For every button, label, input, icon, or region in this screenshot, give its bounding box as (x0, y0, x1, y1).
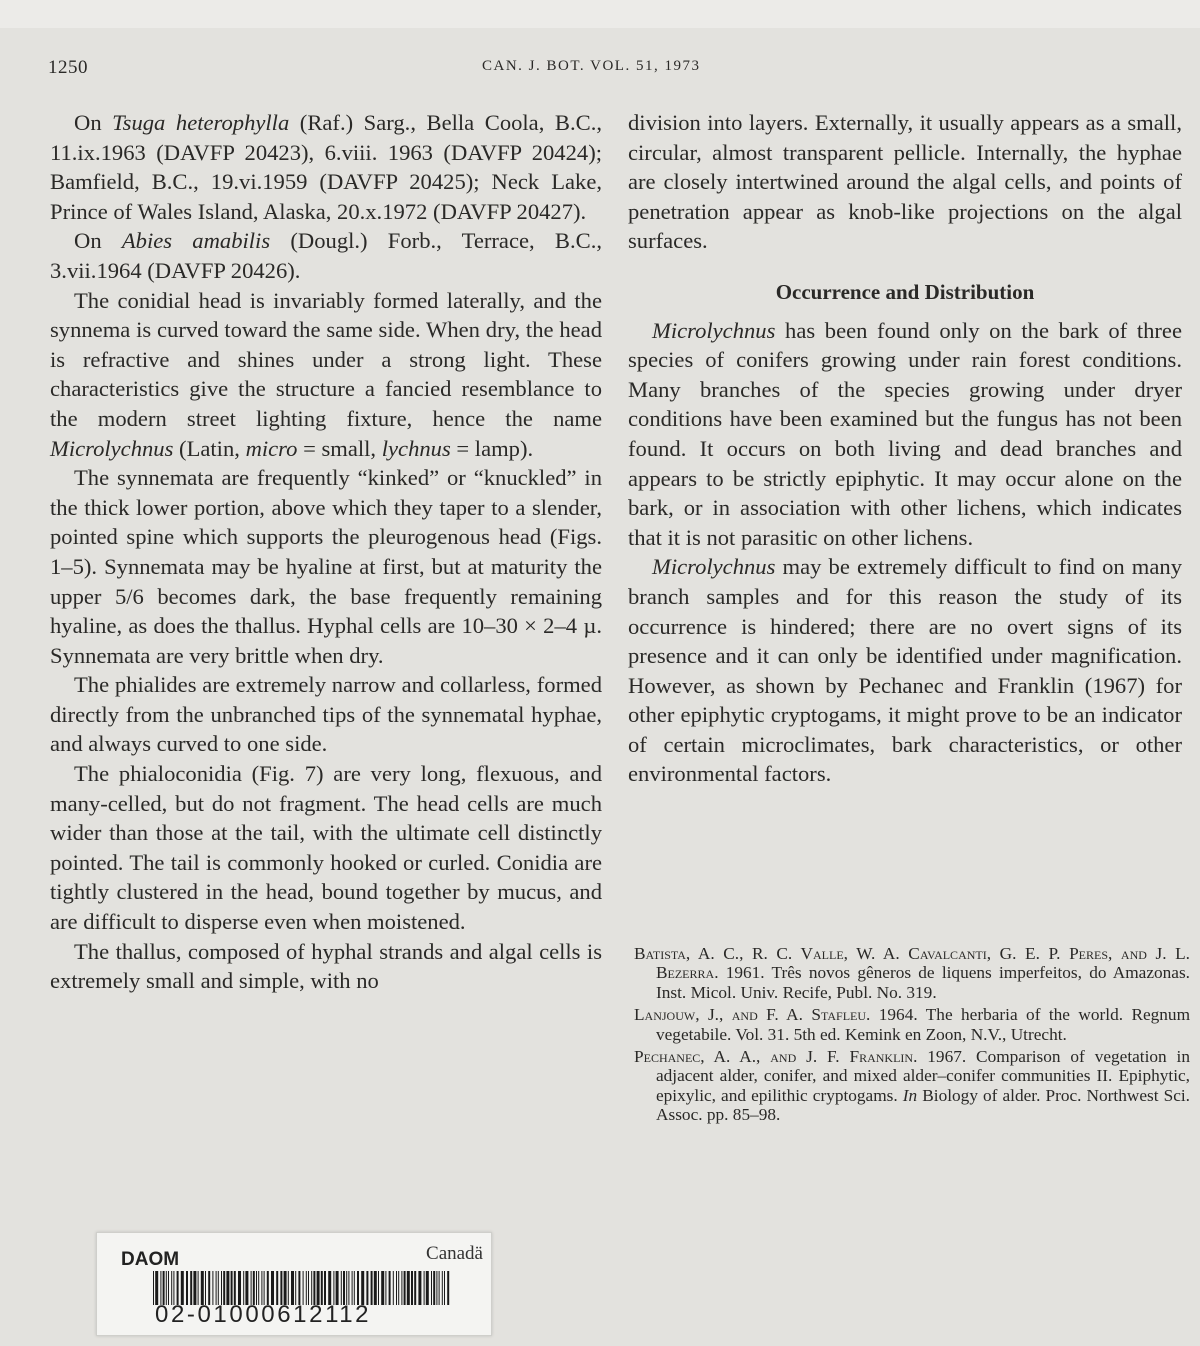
paragraph-distribution: Microlychnus may be extremely difficult to find on many branch samples and for this reason the study of its occurrence is hindered; there are no overt signs of its presence and it can only be identified under magnification. However, as shown by Pechanec and Franklin (1967) for other epiphytic cryptogams, it might prove to be an indicator of certain microclimates, bark characteristics, or other environmental factors. (628, 554, 1182, 787)
page-number: 1250 (48, 57, 88, 78)
paragraph-conidial-head: The conidial head is invariably formed laterally, and the synnema is curved toward the same side. When dry, the head is refractive and shines under a strong light. These characteristics give the structure a fancied resemblance to the modern street lighting fixture, hence the name Microlychnus (Latin, micro = small, lychnus = lamp). (50, 287, 602, 461)
barcode-number: 02-01000612112 (155, 1301, 372, 1328)
barcode-icon (151, 1271, 455, 1305)
left-column (50, 108, 602, 996)
paragraph-synnemata: The synnemata are frequently “kinked” or “knuckled” in the thick lower portion, above which they taper to a slender, pointed spine which supports the pleurogenous head (Figs. 1–5). Synnemata may be hyaline at first, but at maturity the upper 5/6 becomes dark, the base frequently remaining hyaline, as does the thallus. Hyphal cells are 10–30 × 2–4 µ. Synnemata are very brittle when dry. (50, 465, 602, 668)
reference-item: Lanjouw, J., and F. A. Stafleu. 1964. The herbaria of the world. Regnum vegetabile. Vol. 31. 5th ed. Kemink en Zoon, N.V., Utrecht. (634, 1005, 1191, 1044)
institution-code: DAOM (121, 1249, 180, 1270)
reference-item: Pechanec, A. A., and J. F. Franklin. 1967. Comparison of vegetation in adjacent alder, conifer, and mixed alder–conifer communities II. Epiphytic, epixylic, and epilithic cryptogams. In Biology of alder. Proc. Northwest Sci. Assoc. pp. 85–98. (634, 1047, 1190, 1125)
canada-wordmark: Canadä (426, 1243, 483, 1264)
reference-item: Batista, A. C., R. C. Valle, W. A. Cavalcanti, G. E. P. Peres, and J. L. Bezerra. 1961. Três novos gêneros de liquens imperfeitos, do Amazonas. Inst. Micol. Univ. Recife, Publ. No. 319. (634, 944, 1190, 1002)
paragraph-phialides: The phialides are extremely narrow and collarless, formed directly from the unbranched tips of the synnematal hyphae, and always curved to one side. (50, 672, 602, 757)
paragraph-phialoconidia: The phialoconidia (Fig. 7) are very long, flexuous, and many-celled, but do not fragment. The head cells are much wider than those at the tail, with the ultimate cell distinctly pointed. The tail is commonly hooked or curled. Conidia are tightly clustered in the head, bound together by mucus, and are difficult to disperse even when moistened. (50, 761, 602, 935)
herbarium-label (96, 1232, 492, 1336)
paragraph-occurrence: Microlychnus has been found only on the bark of three species of conifers growing under rain forest conditions. Many branches of the species growing under dryer conditions have been examined but the fungus has not been found. It occurs on both living and dead branches and appears to be strictly epiphytic. It may occur alone on the bark, or in association with other lichens, which indicates that it is not parasitic on other lichens. (628, 317, 1182, 550)
running-head: CAN. J. BOT. VOL. 51, 1973 (482, 58, 701, 74)
paragraph-specimens-tsuga: On Tsuga heterophylla (Raf.) Sarg., Bella Coola, B.C., 11.ix.1963 (DAVFP 20423), 6.viii. 1963 (DAVFP 20424); Bamfield, B.C., 19.vi.1959 (DAVFP 20425); Neck Lake, Prince of Wales Island, Alaska, 20.x.1972 (DAVFP 20427). (50, 110, 602, 224)
scan-top-margin (0, 0, 1200, 28)
paragraph-specimens-abies: On Abies amabilis (Dougl.) Forb., Terrace, B.C., 3.vii.1964 (DAVFP 20426). (50, 228, 602, 283)
section-heading: Occurrence and Distribution (775, 279, 1035, 304)
paragraph-thallus: The thallus, composed of hyphal strands and algal cells is extremely small and simple, with no (50, 938, 602, 994)
references-list (634, 944, 1190, 1128)
paragraph-thallus-continued: division into layers. Externally, it usually appears as a small, circular, almost transparent pellicle. Internally, the hyphae are closely intertwined around the algal cells, and points of penetration appear as knob-like projections on the algal surfaces. (628, 110, 1182, 254)
right-column (628, 108, 1182, 789)
